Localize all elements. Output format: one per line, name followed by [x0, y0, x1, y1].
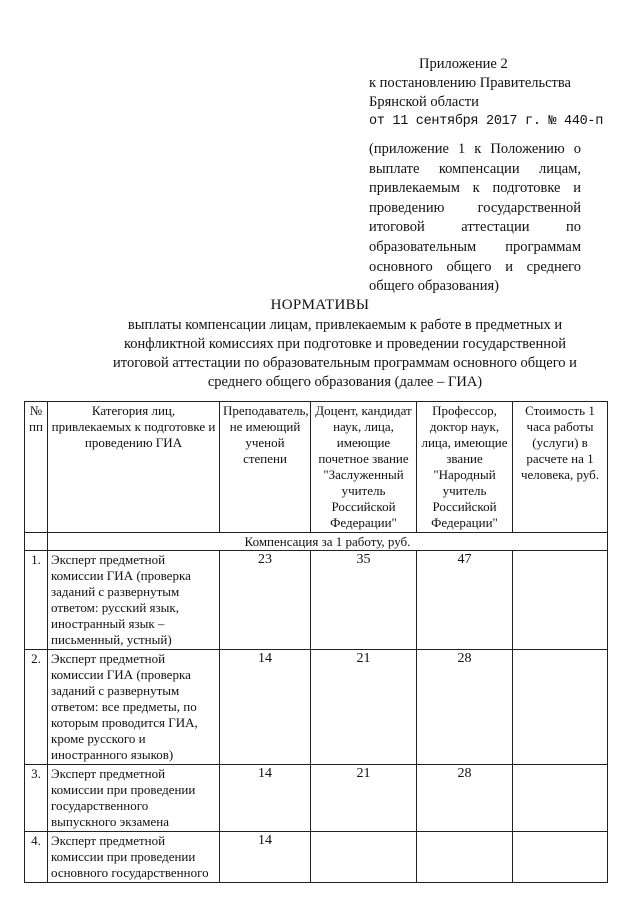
table-row: [25, 832, 608, 883]
table-header-row: [25, 402, 608, 533]
row-category: Эксперт предметной комиссии при проведении основного государственного: [48, 832, 220, 883]
section-cell: [25, 533, 48, 551]
row-number: 2.: [25, 650, 48, 765]
professor-value: 28: [417, 765, 513, 832]
hour-value: [513, 765, 608, 832]
header-cell: Профессор, доктор наук, лица, имеющие звание "Народный учитель Российской Федерации": [417, 402, 513, 533]
section-label: Компенсация за 1 работу, руб.: [48, 533, 608, 551]
hour-value: [513, 832, 608, 883]
hour-value: [513, 650, 608, 765]
order-reference: от 11 сентября 2017 г. № 440-п: [369, 114, 604, 129]
teacher-value: 14: [220, 832, 311, 883]
appendix-line: Приложение 2: [419, 56, 508, 72]
professor-value: 28: [417, 650, 513, 765]
table-row: [25, 650, 608, 765]
professor-value: 47: [417, 551, 513, 650]
header-cell: Преподаватель, не имеющий ученой степени: [220, 402, 311, 533]
document-subtitle: выплаты компенсации лицам, привлекаемым к работе в предметных и конфликтной комиссиях при подготовке и проведении государственной итоговой аттестации по образовательным программам основного общего и среднего общего образования (далее – ГИА): [113, 317, 577, 390]
section-row: [25, 533, 608, 551]
appendix-header: [369, 55, 629, 131]
appendix-line: к постановлению Правительства: [369, 75, 571, 91]
document-title: НОРМАТИВЫ: [270, 297, 370, 313]
teacher-value: 14: [220, 765, 311, 832]
row-category: Эксперт предметной комиссии при проведении государственного выпускного экзамена: [48, 765, 220, 832]
teacher-value: 23: [220, 551, 311, 650]
row-category: Эксперт предметной комиссии ГИА (проверка заданий с развернутым ответом: все предметы, по которым проводится ГИА, кроме русского и иностранного языков): [48, 650, 220, 765]
header-cell: Категория лиц, привлекаемых к подготовке и проведению ГИА: [48, 402, 220, 533]
header-cell: № пп: [25, 402, 48, 533]
appendix-line: Брянской области: [369, 94, 479, 110]
docent-value: 21: [311, 765, 417, 832]
table-row: [25, 765, 608, 832]
appendix-note: (приложение 1 к Положению о выплате компенсации лицам, привлекаемым к подготовке и проведению государственной итоговой аттестации по образовательным программам основного общего и среднего общего образования): [369, 141, 581, 295]
norms-table: [24, 401, 608, 883]
docent-value: 21: [311, 650, 417, 765]
header-cell: Стоимость 1 часа работы (услуги) в расчете на 1 человека, руб.: [513, 402, 608, 533]
table-row: [25, 551, 608, 650]
hour-value: [513, 551, 608, 650]
teacher-value: 14: [220, 650, 311, 765]
docent-value: 35: [311, 551, 417, 650]
row-number: 1.: [25, 551, 48, 650]
row-number: 4.: [25, 832, 48, 883]
row-number: 3.: [25, 765, 48, 832]
docent-value: [311, 832, 417, 883]
row-category: Эксперт предметной комиссии ГИА (проверка заданий с развернутым ответом: русский язык, иностранный язык – письменный, устный): [48, 551, 220, 650]
header-cell: Доцент, кандидат наук, лица, имеющие почетное звание "Заслуженный учитель Российской Федерации": [311, 402, 417, 533]
professor-value: [417, 832, 513, 883]
